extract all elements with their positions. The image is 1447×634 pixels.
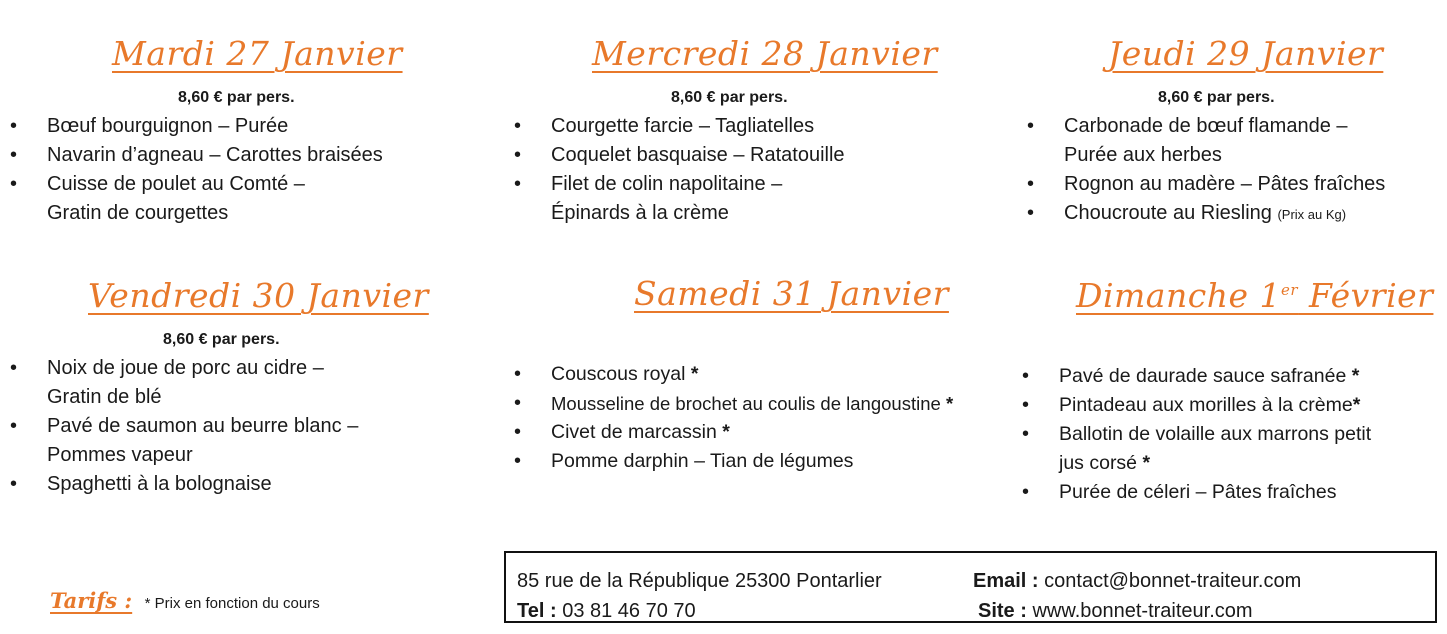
list-item: • Coquelet basquaise – Ratatouille bbox=[514, 141, 845, 170]
list-item: • Navarin d’agneau – Carottes braisées bbox=[10, 141, 383, 170]
list-item: • Purée de céleri – Pâtes fraîches bbox=[1022, 478, 1371, 507]
tarifs-label: Tarifs : bbox=[50, 588, 133, 613]
menu-list bbox=[1027, 112, 1385, 229]
price: 8,60 € par pers. bbox=[1158, 89, 1275, 106]
list-item: • Spaghetti à la bolognaise bbox=[10, 470, 358, 499]
price: 8,60 € par pers. bbox=[178, 89, 295, 106]
address: 85 rue de la République 25300 Pontarlier bbox=[517, 570, 882, 592]
list-item: • Choucroute au Riesling (Prix au Kg) bbox=[1027, 199, 1385, 229]
list-item: • Courgette farcie – Tagliatelles bbox=[514, 112, 845, 141]
email: Email : contact@bonnet-traiteur.com bbox=[973, 570, 1302, 592]
list-item: • Bœuf bourguignon – Purée bbox=[10, 112, 383, 141]
phone: Tel : 03 81 46 70 70 bbox=[517, 600, 696, 622]
list-item: • Rognon au madère – Pâtes fraîches bbox=[1027, 170, 1385, 199]
price: 8,60 € par pers. bbox=[671, 89, 788, 106]
tarifs-text: * Prix en fonction du cours bbox=[144, 595, 320, 612]
list-item: • Couscous royal * bbox=[514, 360, 953, 389]
day-title: Jeudi 29 Janvier bbox=[1108, 34, 1384, 73]
menu-list bbox=[10, 354, 358, 499]
menu-list bbox=[514, 112, 845, 228]
list-item: • Mousseline de brochet au coulis de langoustine * bbox=[514, 389, 953, 418]
tarifs-note bbox=[50, 588, 320, 613]
list-item: • Noix de joue de porc au cidre – Gratin de blé bbox=[10, 354, 358, 412]
list-item: • Pomme darphin – Tian de légumes bbox=[514, 447, 953, 476]
list-item: • Filet de colin napolitaine – Épinards à la crème bbox=[514, 170, 845, 228]
list-item: • Pintadeau aux morilles à la crème* bbox=[1022, 391, 1371, 420]
day-title: Dimanche 1er Février bbox=[1076, 276, 1434, 315]
day-title: Samedi 31 Janvier bbox=[634, 274, 949, 313]
website: Site : www.bonnet-traiteur.com bbox=[978, 600, 1253, 622]
menu-list bbox=[1022, 362, 1371, 507]
price: 8,60 € par pers. bbox=[163, 331, 280, 348]
list-item: • Pavé de daurade sauce safranée * bbox=[1022, 362, 1371, 391]
menu-list bbox=[10, 112, 383, 228]
menu-list bbox=[514, 360, 953, 476]
list-item: • Cuisse de poulet au Comté – Gratin de courgettes bbox=[10, 170, 383, 228]
list-item: • Civet de marcassin * bbox=[514, 418, 953, 447]
day-title: Mercredi 28 Janvier bbox=[592, 34, 938, 73]
contact-box bbox=[504, 551, 1437, 623]
day-title: Vendredi 30 Janvier bbox=[88, 276, 429, 315]
list-item: • Ballotin de volaille aux marrons petit jus corsé * bbox=[1022, 420, 1371, 478]
list-item: • Carbonade de bœuf flamande – Purée aux herbes bbox=[1027, 112, 1385, 170]
day-title: Mardi 27 Janvier bbox=[112, 34, 403, 73]
list-item: • Pavé de saumon au beurre blanc – Pommes vapeur bbox=[10, 412, 358, 470]
